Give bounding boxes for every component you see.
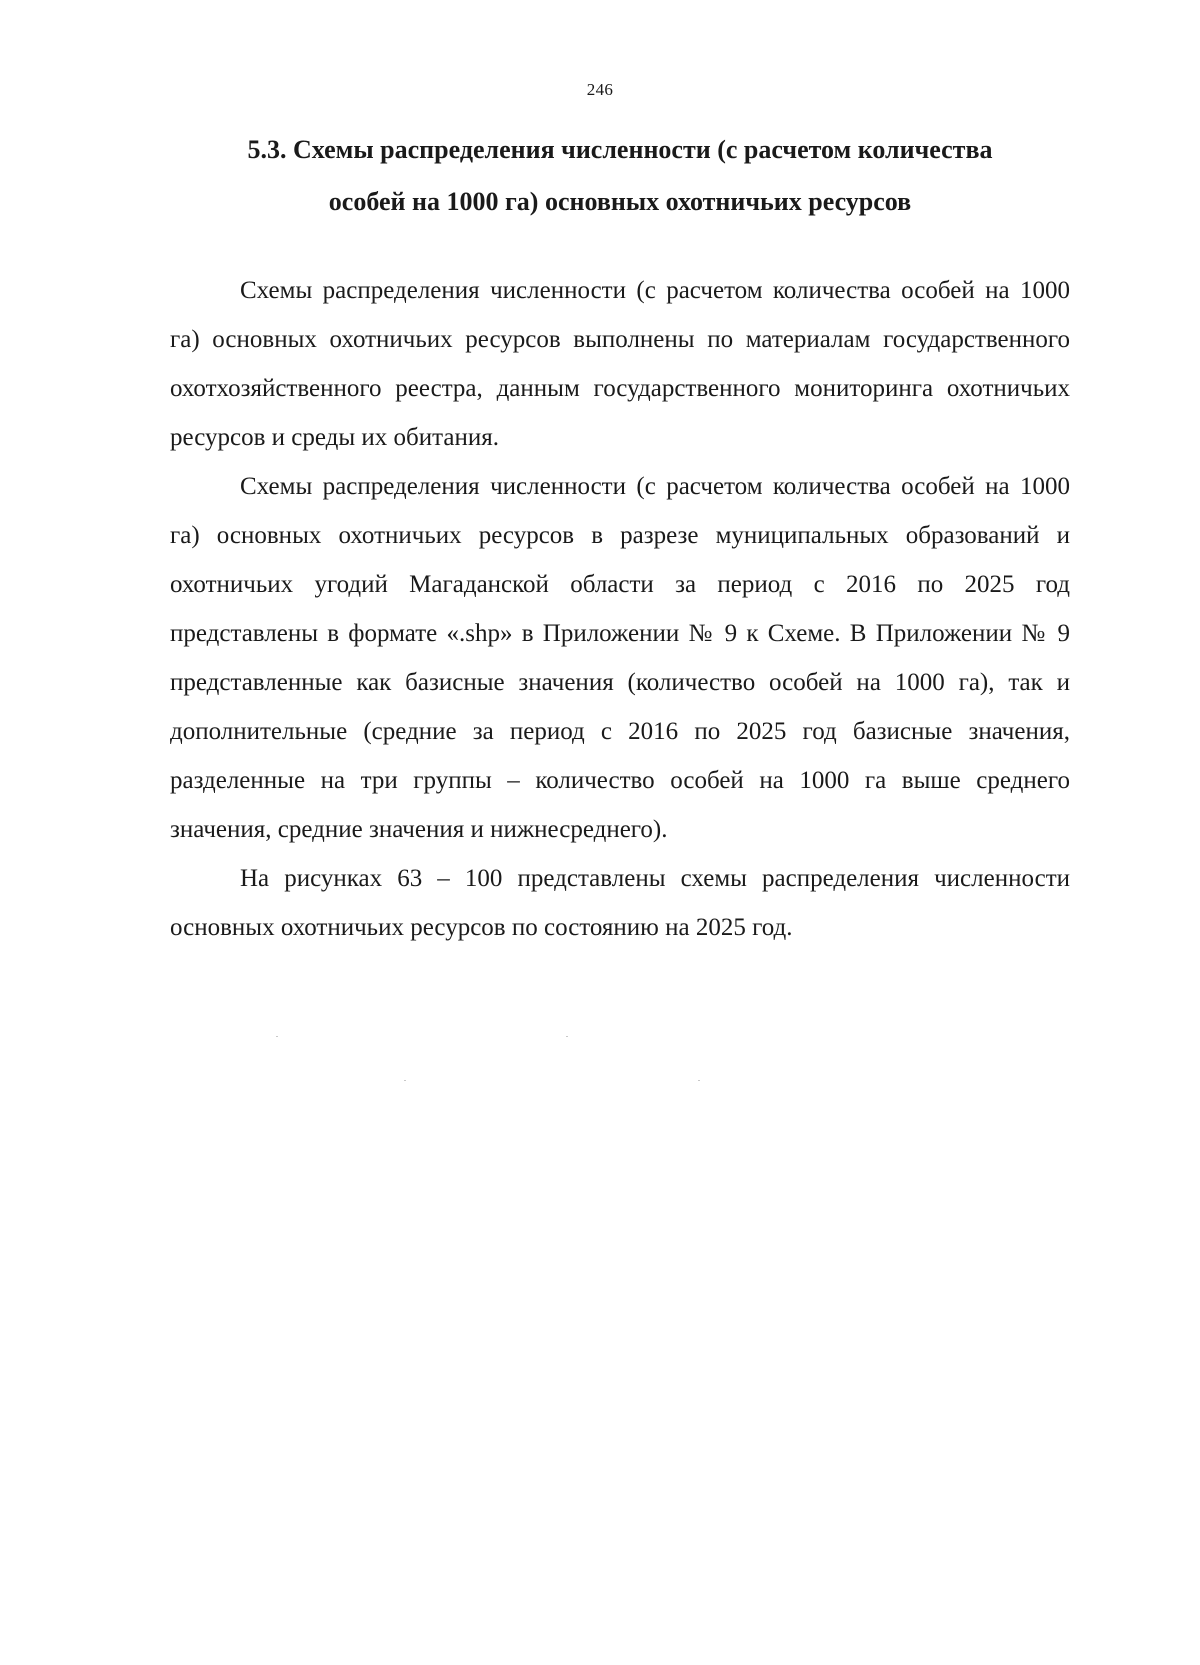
paragraph-1: Схемы распределения численности (с расчетом количества особей на 1000 га) основных охотничьих ресурсов выполнены по материалам государственного охотхозяйственного реестра, данным государственного мониторинга охотничьих ресурсов и среды их обитания.: [170, 277, 1070, 451]
body-text: [170, 266, 1070, 952]
scan-speck: [276, 1036, 278, 1037]
section-title: [200, 124, 1040, 228]
scan-speck: [698, 1080, 700, 1081]
paragraph-3: На рисунках 63 – 100 представлены схемы распределения численности основных охотничьих ресурсов по состоянию на 2025 год.: [170, 865, 1070, 941]
section-title-line-1: 5.3. Схемы распределения численности (с расчетом количества: [247, 135, 993, 164]
section-title-line-2: особей на 1000 га) основных охотничьих ресурсов: [328, 187, 912, 216]
scan-speck: [566, 1036, 568, 1037]
paragraph-2: Схемы распределения численности (с расчетом количества особей на 1000 га) основных охотничьих ресурсов в разрезе муниципальных образований и охотничьих угодий Магаданской области за период с 2016 по 2025 год представлены в формате «.shp» в Приложении № 9 к Схеме. В Приложении № 9 представленные как базисные значения (количество особей на 1000 га), так и дополнительные (средние за период с 2016 по 2025 год базисные значения, разделенные на три группы – количество особей на 1000 га выше среднего значения, средние значения и нижнесреднего).: [170, 473, 1070, 843]
scan-speck: [404, 1080, 406, 1081]
page-number: 246: [586, 80, 614, 99]
